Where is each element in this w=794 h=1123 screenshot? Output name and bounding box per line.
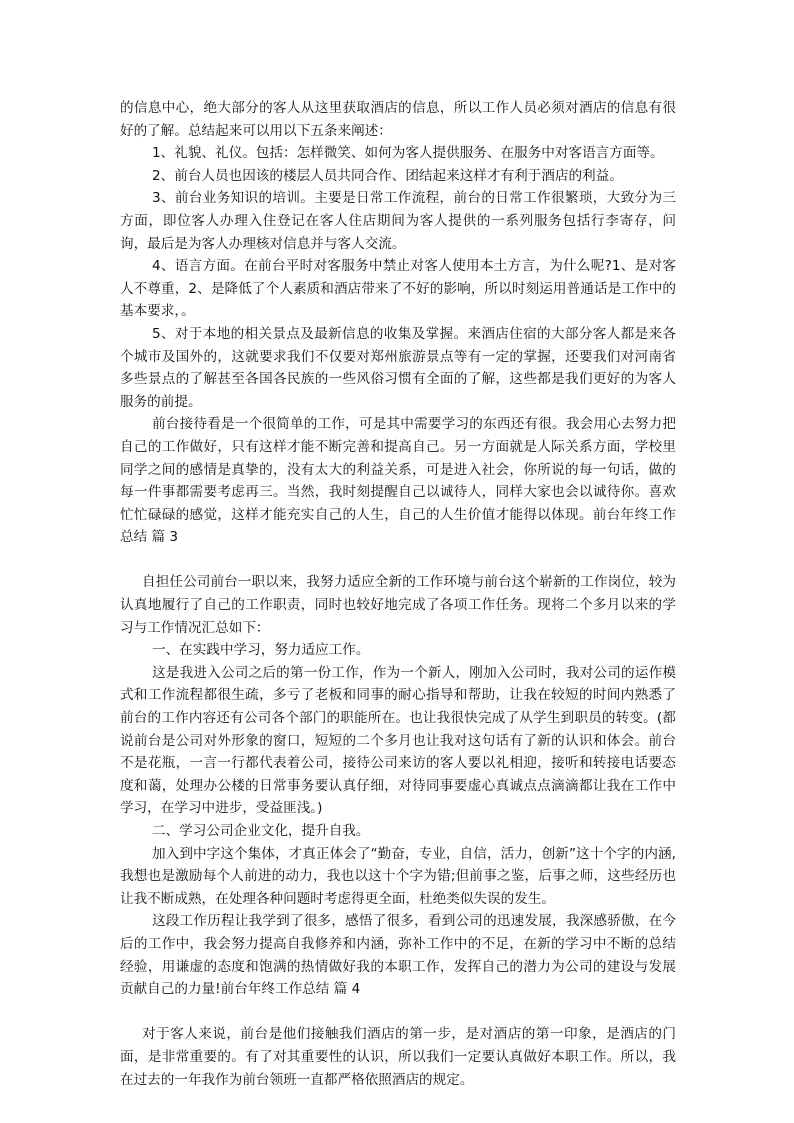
paragraph-item-5: 5、对于本地的相关景点及最新信息的收集及掌握。来酒店住宿的大部分客人都是来各个城市及国外的，这就要求我们不仅要对郑州旅游景点等有一定的掌握，还要我们对河南省多些景点的了解甚至各国各民族的一些风俗习惯有全面的了解，这些都是我们更好的为客人服务的前提。 [120,325,676,410]
paragraph-item-4: 4、语言方面。在前台平时对客服务中禁止对客人使用本土方言，为什么呢?1、是对客人不尊重，2、是降低了个人素质和酒店带来了不好的影响，所以时刻运用普通话是工作中的基本要求，。 [120,258,676,320]
section-gap [120,549,676,572]
paragraph-heading-2: 二、学习公司企业文化，提升自我。 [152,823,370,839]
paragraph-item-1: 1、礼貌、礼仪。包括：怎样微笑、如何为客人提供服务、在服务中对客语言方面等。 [152,145,664,162]
document-body [120,97,676,1091]
paragraph-culture: 加入到中字这个集体，才真正体会了“勤奋，专业，自信，活力，创新”这十个字的内涵,我想也是激励每个人前进的动力，我也以这十个字为错;但前事之鉴，后事之师，这些经历也让我不断成熟，在处理各种问题时考虑得更全面，杜绝类似失误的发生。 [120,845,676,907]
paragraph-practice: 这是我进入公司之后的第一份工作，作为一个新人，刚加入公司时，我对公司的运作模式和工作流程都很生疏，多亏了老板和同事的耐心指导和帮助，让我在较短的时间内熟悉了前台的工作内容还有公司各个部门的职能所在。也让我很快完成了从学生到职员的转变。(都说前台是公司对外形象的窗口，短短的二个多月也让我对这句话有了新的认识和体会。前台不是花瓶，一言一行都代表着公司，接待公司来访的客人要以礼相迎，接听和转接电话要态度和蔼，处理办公楼的日常事务要认真仔细，对待同事要虚心真诚点点滴滴都让我在工作中学习，在学习中进步，受益匪浅。) [120,664,676,817]
section-gap [120,1001,676,1024]
paragraph-section4-intro: 对于客人来说，前台是他们接触我们酒店的第一步，是对酒店的第一印象，是酒店的门面，是非常重要的。有了对其重要性的认识，所以我们一定要认真做好本职工作。所以，我在过去的一年我作为前台领班一直都严格依照酒店的规定。 [120,1026,676,1088]
paragraph-summary: 这段工作历程让我学到了很多，感悟了很多，看到公司的迅速发展，我深感骄傲，在今后的工作中，我会努力提高自我修养和内涵，弥补工作中的不足，在新的学习中不断的总结经验，用谦虚的态度和饱满的热情做好我的本职工作，发挥自己的潜力为公司的建设与发展贡献自己的力量!前台年终工作总结 篇 4 [120,913,676,998]
paragraph-heading-1: 一、在实践中学习，努力适应工作。 [152,642,370,659]
paragraph-section3-intro: 自担任公司前台一职以来，我努力适应全新的工作环境与前台这个崭新的工作岗位，较为认真地履行了自己的工作职责，同时也较好地完成了各项工作任务。现将二个多月以来的学习与工作情况汇总如下： [120,574,676,636]
paragraph-intro: 的信息中心，绝大部分的客人从这里获取酒店的信息，所以工作人员必须对酒店的信息有很好的了解。总结起来可以用以下五条来阐述： [120,100,676,139]
paragraph-reflection: 前台接待看是一个很简单的工作，可是其中需要学习的东西还有很。我会用心去努力把自己的工作做好，只有这样才能不断完善和提高自己。另一方面就是人际关系方面，学校里同学之间的感情是真挚的，没有太大的利益关系，可是进入社会，你所说的每一句话，做的每一件事都需要考虑再三。当然，我时刻提醒自己以诚待人，同样大家也会以诚待你。喜欢忙忙碌碌的感觉，这样才能充实自己的人生，自己的人生价值才能得以体现。前台年终工作总结 篇 3 [120,416,676,546]
paragraph-item-2: 2、前台人员也因该的楼层人员共同合作、团结起来这样才有利于酒店的利益。 [152,167,623,184]
paragraph-item-3: 3、前台业务知识的培训。主要是日常工作流程，前台的日常工作很繁琐，大致分为三方面，即位客人办理入住登记在客人住店期间为客人提供的一系列服务包括行李寄存，问询，最后是为客人办理核对信息并与客人交流。 [120,190,676,252]
